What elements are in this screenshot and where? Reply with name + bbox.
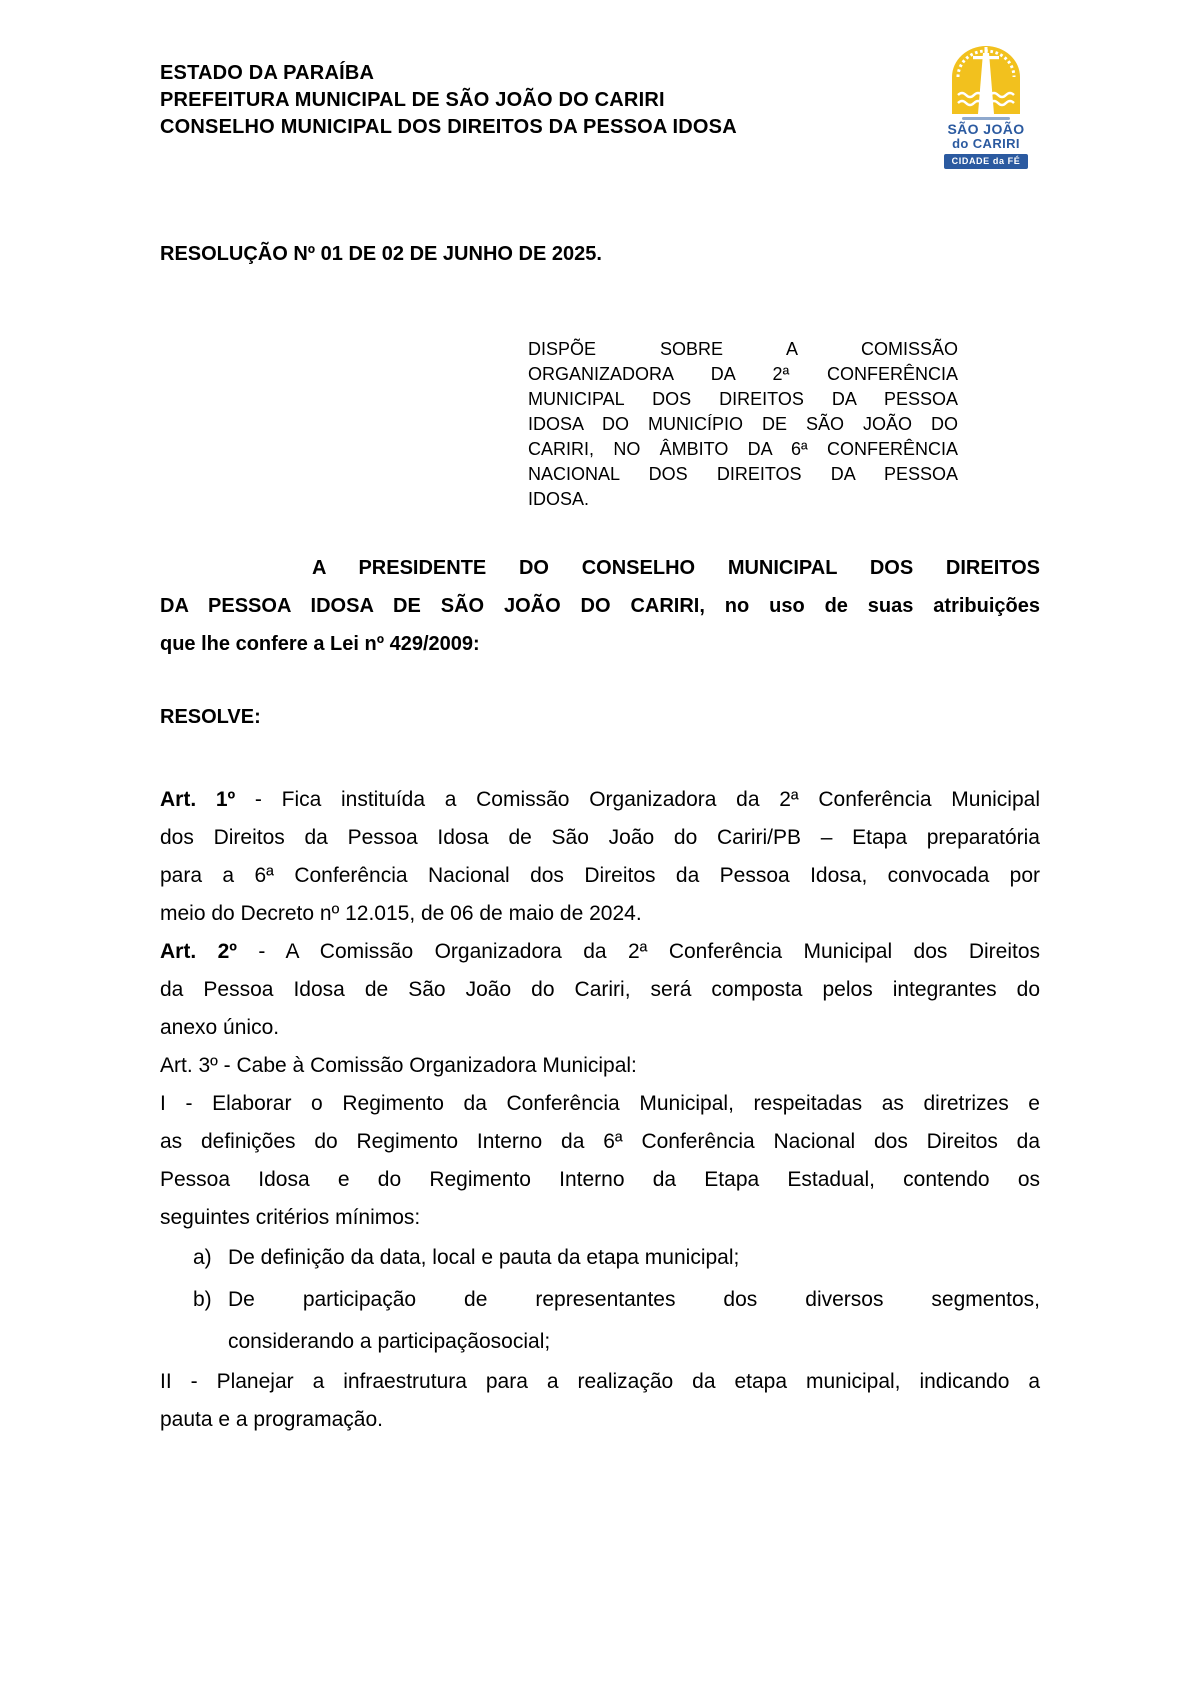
letterhead xyxy=(160,60,860,141)
letterhead-conselho-line: CONSELHO MUNICIPAL DOS DIREITOS DA PESSOA IDOSA xyxy=(160,116,737,138)
logo-small-text-line xyxy=(962,117,1010,120)
article-1-line xyxy=(160,781,1040,819)
list-item-b-marker: b) xyxy=(193,1288,212,1311)
article-2-line: da Pessoa Idosa de São João do Cariri, será composta pelos integrantes do xyxy=(160,978,1040,1001)
logo-city-name-line2: do CARIRI xyxy=(952,136,1020,151)
resolution-title: RESOLUÇÃO Nº 01 DE 02 DE JUNHO DE 2025. xyxy=(160,243,602,265)
article-1-text: - Fica instituída a Comissão Organizadora da 2ª Conferência Municipal xyxy=(235,788,1040,811)
epigraph-line: CARIRI, NO ÂMBITO DA 6ª CONFERÊNCIA xyxy=(528,439,958,459)
letterhead-prefeitura-line: PREFEITURA MUNICIPAL DE SÃO JOÃO DO CARIRI xyxy=(160,89,665,111)
epigraph-line: NACIONAL DOS DIREITOS DA PESSOA xyxy=(528,464,958,484)
epigraph-line: MUNICIPAL DOS DIREITOS DA PESSOA xyxy=(528,389,958,409)
article-1-line: meio do Decreto nº 12.015, de 06 de maio de 2024. xyxy=(160,902,642,925)
arch-lighthouse-icon xyxy=(950,44,1022,114)
item-2-line: pauta e a programação. xyxy=(160,1408,383,1431)
article-2-text: - A Comissão Organizadora da 2ª Conferência Municipal dos Direitos xyxy=(236,940,1040,963)
letterhead-state-line: ESTADO DA PARAÍBA xyxy=(160,62,375,84)
preamble-line: que lhe confere a Lei nº 429/2009: xyxy=(160,633,480,655)
list-item-a-text: De definição da data, local e pauta da etapa municipal; xyxy=(228,1246,740,1269)
epigraph-line: ORGANIZADORA DA 2ª CONFERÊNCIA xyxy=(528,364,958,384)
article-1-lead: Art. 1º xyxy=(160,788,236,811)
logo-city-name-line1: SÃO JOÃO xyxy=(947,121,1025,137)
article-2-line xyxy=(160,933,1040,971)
article-2-lead: Art. 2º xyxy=(160,940,237,963)
article-3-line: Art. 3º - Cabe à Comissão Organizadora Municipal: xyxy=(160,1054,637,1077)
list-item-a xyxy=(160,1237,1040,1279)
logo-motto-banner: CIDADE da FÉ xyxy=(944,154,1029,169)
list-item-b-text: De participação de representantes dos diversos segmentos, xyxy=(228,1288,1040,1311)
article-1-line: para a 6ª Conferência Nacional dos Direitos da Pessoa Idosa, convocada por xyxy=(160,864,1040,887)
item-2-line: II - Planejar a infraestrutura para a realização da etapa municipal, indicando a xyxy=(160,1370,1040,1393)
item-1-line: Pessoa Idosa e do Regimento Interno da Etapa Estadual, contendo os xyxy=(160,1168,1040,1191)
list-item-b xyxy=(160,1279,1040,1321)
preamble-line: A PRESIDENTE DO CONSELHO MUNICIPAL DOS DIREITOS xyxy=(312,557,1040,579)
article-2-line: anexo único. xyxy=(160,1016,280,1039)
article-1-line: dos Direitos da Pessoa Idosa de São João do Cariri/PB – Etapa preparatória xyxy=(160,826,1040,849)
resolve-label: RESOLVE: xyxy=(160,706,261,728)
epigraph-block xyxy=(528,337,958,512)
list-item-a-marker: a) xyxy=(193,1246,212,1269)
list-item-b-continuation: considerando a participaçãosocial; xyxy=(228,1330,551,1353)
epigraph-line: DISPÕE SOBRE A COMISSÃO xyxy=(528,339,958,359)
articles-body xyxy=(160,781,1040,1439)
preamble-line: DA PESSOA IDOSA DE SÃO JOÃO DO CARIRI, no uso de suas atribuições xyxy=(160,595,1040,617)
item-1-line: seguintes critérios mínimos: xyxy=(160,1206,421,1229)
preamble xyxy=(160,549,1040,663)
epigraph-line: IDOSA DO MUNICÍPIO DE SÃO JOÃO DO xyxy=(528,414,958,434)
epigraph-line: IDOSA. xyxy=(528,489,590,509)
item-1-line: I - Elaborar o Regimento da Conferência Municipal, respeitadas as diretrizes e xyxy=(160,1092,1040,1115)
item-1-line: as definições do Regimento Interno da 6ª Conferência Nacional dos Direitos da xyxy=(160,1130,1040,1153)
municipal-logo xyxy=(934,44,1038,169)
